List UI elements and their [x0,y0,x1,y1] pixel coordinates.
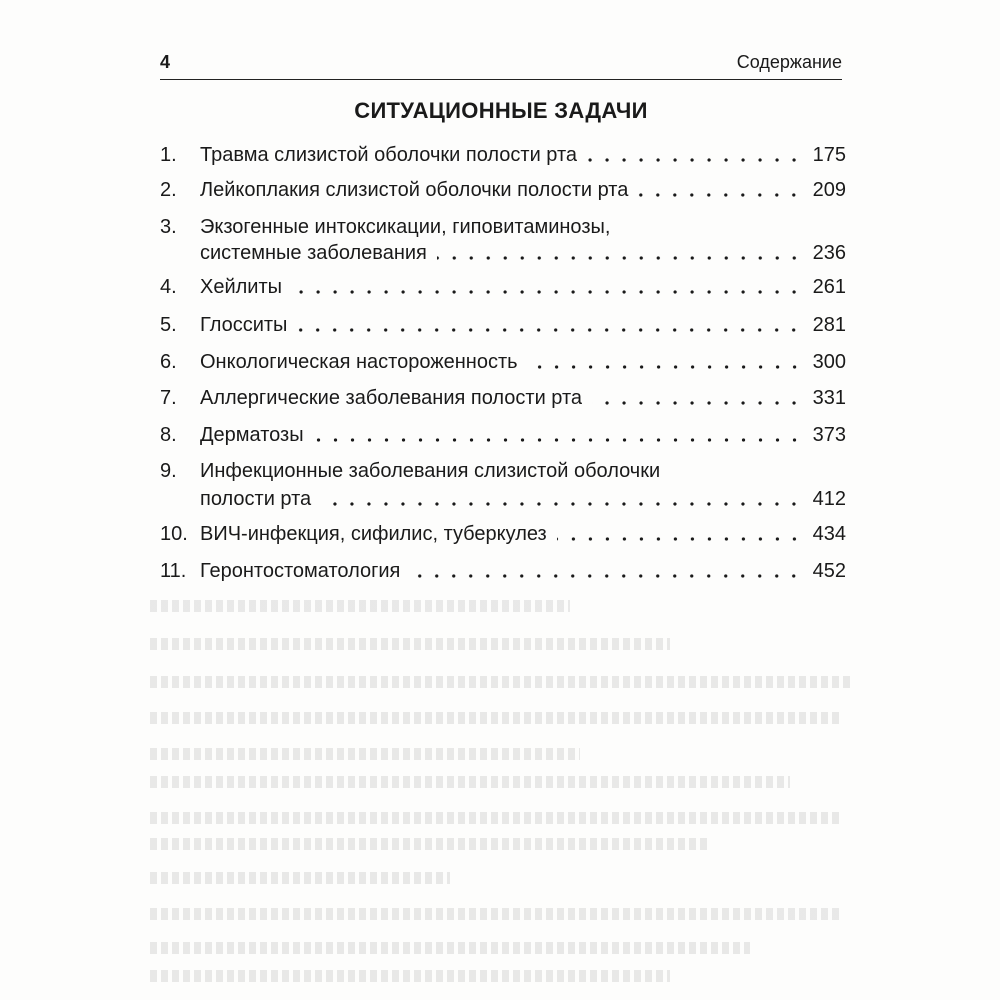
dot-leader [321,502,802,506]
dot-leader [314,438,803,442]
dot-leader [528,365,803,369]
page-number: 4 [160,52,171,72]
toc-entry-title: Травма слизистой оболочки полости рта [200,144,578,166]
toc-entry-title: системные заболевания [200,242,427,264]
dot-leader [292,290,803,294]
toc-entry-number: 1. [160,144,177,166]
toc-entry[interactable] [160,557,846,585]
toc-entry-page: 373 [812,424,846,446]
toc-entry-title: Геронтостоматология [200,560,401,582]
dot-leader [592,401,803,405]
toc-entry[interactable] [160,273,846,301]
dot-leader [297,328,802,332]
toc-entry-title: Аллергические заболевания полости рта [200,387,583,409]
toc-entry[interactable] [160,141,846,169]
toc-entry-number: 7. [160,387,177,409]
toc-entry-title: Дерматозы [200,424,304,446]
show-through-background [150,580,1000,1000]
dot-leader [437,256,803,260]
toc-entry-page: 236 [812,242,846,264]
toc-entry-title-line: Инфекционные заболевания слизистой оболочки [200,460,661,482]
toc-entry-page: 331 [812,387,846,409]
toc-entry-title: Глосситы [200,314,288,336]
toc-entry-title-line: Экзогенные интоксикации, гиповитаминозы, [200,216,611,238]
dot-leader [638,193,802,197]
toc-entry-title: Хейлиты [200,276,283,298]
toc-entry-number: 3. [160,216,177,238]
toc-entry-title: Лейкоплакия слизистой оболочки полости рта [200,179,629,201]
toc-entry[interactable] [160,421,846,449]
toc-entry-number: 11. [160,560,187,582]
toc-entry-page: 412 [812,488,846,510]
toc-entry-page: 261 [812,276,846,298]
section-title: СИТУАЦИОННЫЕ ЗАДАЧИ [354,98,648,123]
toc-entry[interactable] [160,311,846,339]
toc-entry-number: 4. [160,276,177,298]
toc-entry-number: 10. [160,523,188,545]
dot-leader [410,574,802,578]
toc-entry-title: полости рта [200,488,312,510]
toc-entry-page: 209 [812,179,846,201]
toc-entry-title: Онкологическая настороженность [200,351,518,373]
toc-entry[interactable] [160,457,846,517]
toc-entry-title: ВИЧ-инфекция, сифилис, туберкулез [200,523,547,545]
running-head: Содержание [736,52,842,72]
toc-entry[interactable] [160,213,846,273]
toc-entry-number: 6. [160,351,177,373]
toc-entry-page: 281 [812,314,846,336]
toc-entry-number: 8. [160,424,177,446]
toc-entry-page: 452 [812,560,846,582]
toc-entry-number: 5. [160,314,177,336]
dot-leader [587,158,803,162]
toc-entry[interactable] [160,520,846,548]
toc-entry[interactable] [160,384,846,412]
toc-entry[interactable] [160,176,846,204]
toc-entry-page: 175 [812,144,846,166]
toc-entry-number: 9. [160,460,177,482]
dot-leader [557,537,803,541]
toc-entry-page: 300 [812,351,846,373]
toc-entry-page: 434 [812,523,846,545]
toc-entry-number: 2. [160,179,177,201]
toc-entry[interactable] [160,348,846,376]
